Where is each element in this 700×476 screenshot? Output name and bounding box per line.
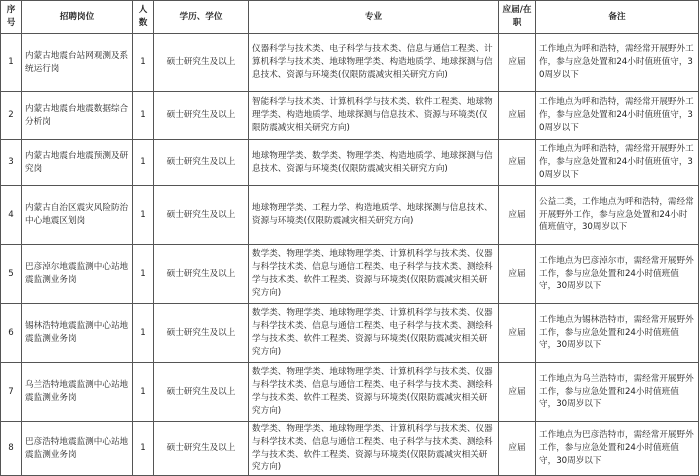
row-major: 数学类、物理学类、地球物理学类、计算机科学与技术类、仪器与科学技术类、信息与通信工程类、电子科学与技术类、测绘科学与技术类、软件工程类、资源与环境类(仅限防震减灾相关研究方向) [249,422,499,476]
table-row [1,34,699,92]
row-status: 应届 [499,363,536,422]
row-education: 硕士研究生及以上 [154,363,249,422]
table-row [1,140,699,186]
table-row [1,245,699,304]
row-index: 5 [1,245,22,304]
row-index: 7 [1,363,22,422]
row-remarks: 公益二类，工作地点为呼和浩特，需经常开展野外工作，参与应急处置和24小时值班值守，30周岁以下 [536,186,699,245]
row-index: 4 [1,186,22,245]
row-index: 1 [1,34,22,92]
header-status: 应届/在职 [499,1,536,34]
row-major: 地球物理学类、工程力学、构造地质学、地球探测与信息技术、资源与环境类(仅限防震减灾相关研究方向) [249,186,499,245]
row-education: 硕士研究生及以上 [154,422,249,476]
row-position: 内蒙古地震台站网观测及系统运行岗 [22,34,133,92]
row-education: 硕士研究生及以上 [154,245,249,304]
row-status: 应届 [499,186,536,245]
row-status: 应届 [499,92,536,140]
row-count: 1 [133,304,154,363]
row-index: 8 [1,422,22,476]
row-status: 应届 [499,422,536,476]
row-major: 数学类、物理学类、地球物理学类、计算机科学与技术类、仪器与科学技术类、信息与通信工程类、电子科学与技术类、测绘科学与技术类、软件工程类、资源与环境类(仅限防震减灾相关研究方向) [249,363,499,422]
header-remarks: 备注 [536,1,699,34]
row-status: 应届 [499,140,536,186]
row-education: 硕士研究生及以上 [154,186,249,245]
row-count: 1 [133,186,154,245]
row-status: 应届 [499,304,536,363]
row-count: 1 [133,92,154,140]
row-education: 硕士研究生及以上 [154,304,249,363]
row-position: 巴彦淖尔地震监测中心站地震监测业务岗 [22,245,133,304]
row-position: 内蒙古地震台地震数据综合分析岗 [22,92,133,140]
row-position: 锡林浩特地震监测中心站地震监测业务岗 [22,304,133,363]
row-count: 1 [133,140,154,186]
header-row [1,1,699,34]
table-row [1,92,699,140]
header-count: 人数 [133,1,154,34]
row-major: 智能科学与技术类、计算机科学与技术类、软件工程类、地球物理学类、构造地质学、地球探测与信息技术、资源与环境类(仅限防震减灾相关研究方向) [249,92,499,140]
row-major: 仪器科学与技术类、电子科学与技术类、信息与通信工程类、计算机科学与技术类、地球物理学类、构造地质学、地球探测与信息技术、资源与环境类(仅限防震减灾相关研究方向) [249,34,499,92]
table-row [1,422,699,476]
row-major: 地球物理学类、数学类、物理学类、构造地质学、地球探测与信息技术、资源与环境类(仅限防震减灾相关研究方向) [249,140,499,186]
header-index: 序号 [1,1,22,34]
row-remarks: 工作地点为呼和浩特，需经常开展野外工作，参与应急处置和24小时值班值守，30周岁以下 [536,140,699,186]
table-row [1,363,699,422]
table-row [1,186,699,245]
row-remarks: 工作地点为巴彦浩特市，需经常开展野外工作，参与应急处置和24小时值班值守，30周岁以下 [536,422,699,476]
row-index: 6 [1,304,22,363]
row-major: 数学类、物理学类、地球物理学类、计算机科学与技术类、仪器与科学技术类、信息与通信工程类、电子科学与技术类、测绘科学与技术类、软件工程类、资源与环境类(仅限防震减灾相关研究方向) [249,245,499,304]
row-remarks: 工作地点为呼和浩特，需经常开展野外工作，参与应急处置和24小时值班值守，30周岁以下 [536,92,699,140]
row-position: 内蒙古自治区震灾风险防治中心地震区划岗 [22,186,133,245]
row-index: 3 [1,140,22,186]
row-count: 1 [133,245,154,304]
row-status: 应届 [499,245,536,304]
header-education: 学历、学位 [154,1,249,34]
header-major: 专业 [249,1,499,34]
row-position: 内蒙古地震台地震预测及研究岗 [22,140,133,186]
row-major: 数学类、物理学类、地球物理学类、计算机科学与技术类、仪器与科学技术类、信息与通信工程类、电子科学与技术类、测绘科学与技术类、软件工程类、资源与环境类(仅限防震减灾相关研究方向) [249,304,499,363]
row-status: 应届 [499,34,536,92]
row-count: 1 [133,34,154,92]
table-row [1,304,699,363]
row-remarks: 工作地点为乌兰浩特市，需经常开展野外工作，参与应急处置和24小时值班值守，30周岁以下 [536,363,699,422]
row-education: 硕士研究生及以上 [154,92,249,140]
row-remarks: 工作地点为巴彦淖尔市，需经常开展野外工作，参与应急处置和24小时值班值守，30周岁以下 [536,245,699,304]
header-position: 招聘岗位 [22,1,133,34]
row-education: 硕士研究生及以上 [154,34,249,92]
row-remarks: 工作地点为呼和浩特，需经常开展野外工作，参与应急处置和24小时值班值守，30周岁以下 [536,34,699,92]
row-position: 乌兰浩特地震监测中心站地震监测业务岗 [22,363,133,422]
row-remarks: 工作地点为锡林浩特市，需经常开展野外工作，参与应急处置和24小时值班值守，30周岁以下 [536,304,699,363]
row-count: 1 [133,363,154,422]
row-count: 1 [133,422,154,476]
row-position: 巴彦浩特地震监测中心站地震监测业务岗 [22,422,133,476]
row-index: 2 [1,92,22,140]
row-education: 硕士研究生及以上 [154,140,249,186]
